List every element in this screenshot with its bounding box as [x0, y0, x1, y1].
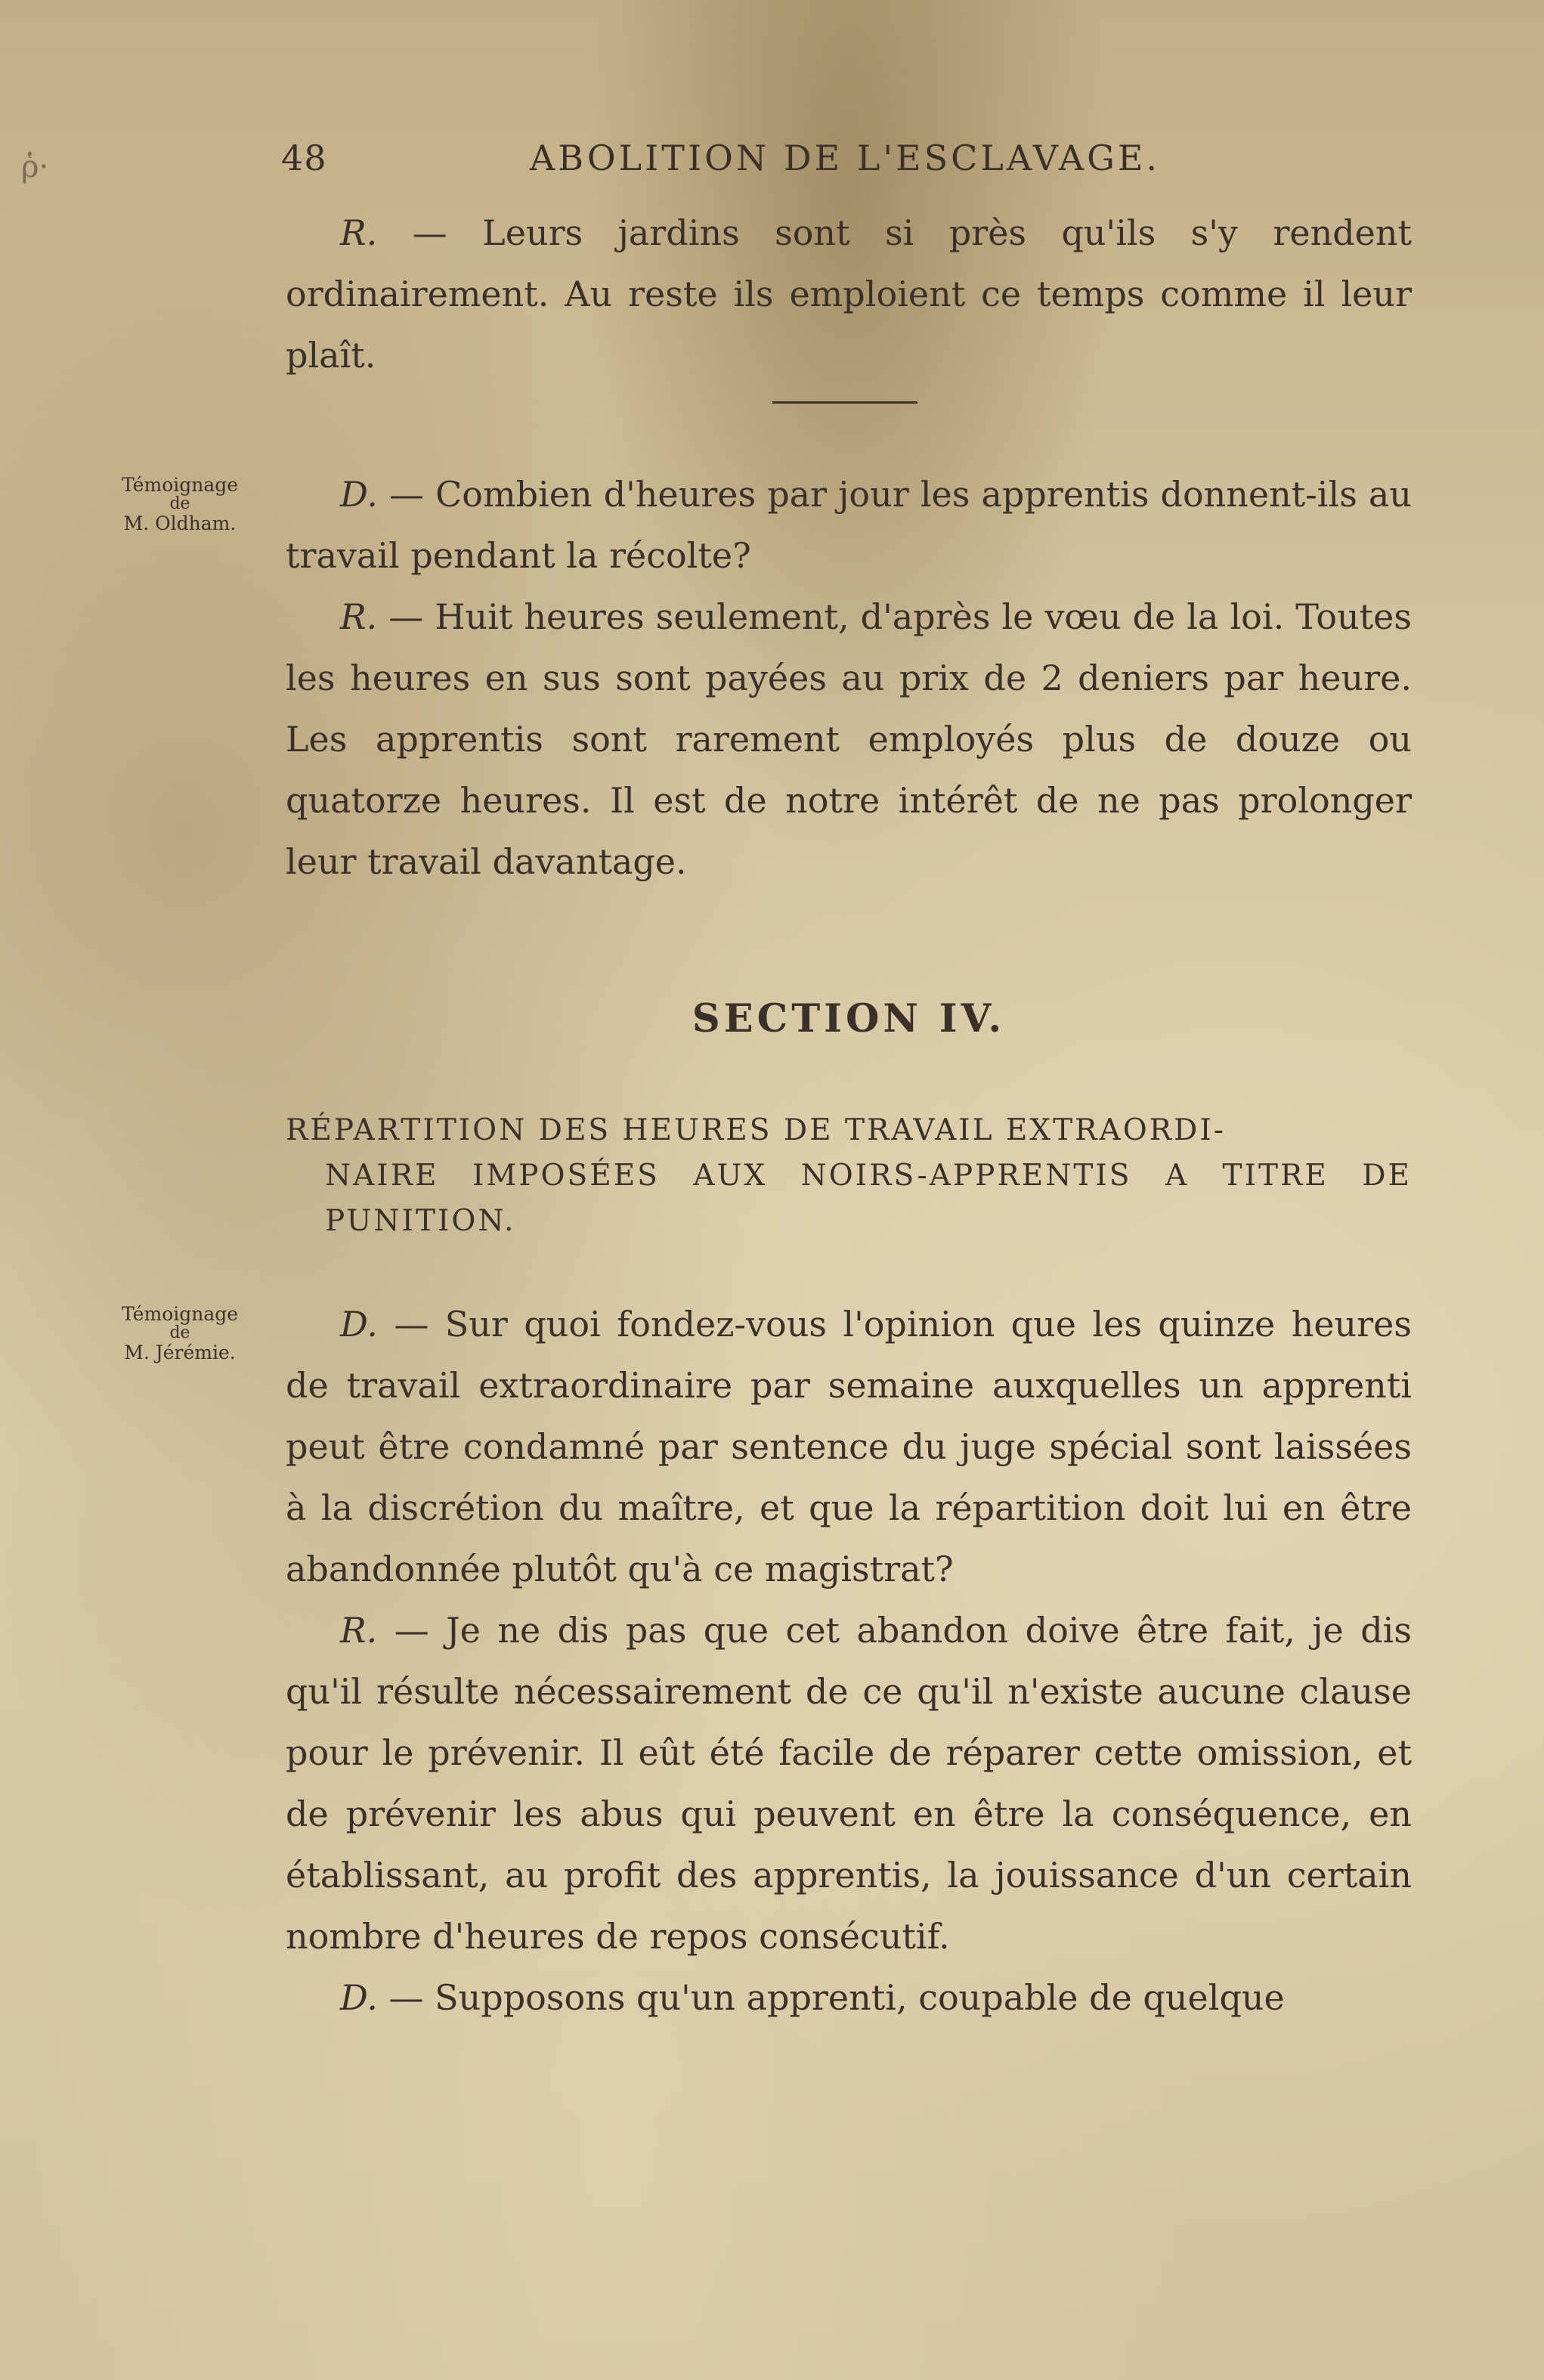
page-number: 48	[281, 138, 327, 178]
paragraph-text: — Leurs jardins sont si près qu'ils s'y rendent ordinairement. Au reste ils emploient ce temps comme il leur plaît.	[286, 212, 1412, 376]
paragraph-question-suppose	[286, 1967, 1412, 2029]
paragraph-answer-eight-hours	[286, 586, 1412, 893]
side-note-name: M. Jérémie.	[124, 1342, 236, 1363]
side-note-de: de	[169, 494, 190, 513]
side-note-jeremie	[97, 1302, 263, 1364]
paragraph-text: — Supposons qu'un apprenti, coupable de quelque	[377, 1977, 1285, 2018]
side-note-oldham	[97, 473, 263, 535]
side-note-name: M. Oldham.	[123, 512, 237, 534]
side-note-de: de	[169, 1323, 190, 1342]
section-heading: SECTION IV.	[692, 996, 1006, 1041]
paragraph-answer-gardens	[286, 203, 1412, 386]
paragraph-text: — Combien d'heures par jour les apprentis donnent-ils au travail pendant la récolte?	[286, 474, 1412, 576]
margin-ink-mark: ῥ·	[21, 150, 49, 184]
speaker-lead: R.	[340, 596, 378, 637]
section-subtitle-line-2: NAIRE IMPOSÉES AUX NOIRS-APPRENTIS A TITRE DE PUNITION.	[325, 1159, 1412, 1238]
section-subtitle	[286, 1108, 1412, 1244]
paragraph-answer-abandon	[286, 1600, 1412, 1967]
running-title: ABOLITION DE L'ESCLAVAGE.	[529, 138, 1161, 178]
speaker-lead: R.	[340, 1610, 378, 1651]
speaker-lead: R.	[340, 212, 378, 253]
speaker-lead: D.	[340, 1977, 378, 2018]
side-note-label: Témoignage	[121, 1303, 239, 1325]
section-subtitle-line-1: RÉPARTITION DES HEURES DE TRAVAIL EXTRAORDI-	[286, 1113, 1226, 1147]
speaker-lead: D.	[340, 474, 378, 515]
paragraph-text: — Sur quoi fondez-vous l'opinion que les quinze heures de travail extraordinaire par semaine auxquelles un apprenti peut être condamné par sentence du juge spécial sont laissées à la discrétion du maître, et que la répartition doit lui en être abandonnée plutôt qu'à ce magistrat?	[286, 1304, 1412, 1589]
page-header	[281, 138, 1409, 190]
speaker-lead: D.	[340, 1304, 378, 1345]
separator-rule	[772, 401, 917, 404]
side-note-label: Témoignage	[121, 474, 239, 496]
paragraph-question-fifteen-hours	[286, 1294, 1412, 1600]
paragraph-question-hours	[286, 464, 1412, 586]
paragraph-text: — Je ne dis pas que cet abandon doive être fait, je dis qu'il résulte nécessairement de ce qu'il n'existe aucune clause pour le prévenir. Il eût été facile de réparer cette omission, et de prévenir les abus qui peuvent en être la conséquence, en établissant, au profit des apprentis, la jouissance d'un certain nombre d'heures de repos consécutif.	[286, 1610, 1412, 1957]
paragraph-text: — Huit heures seulement, d'après le vœu de la loi. Toutes les heures en sus sont payées au prix de 2 deniers par heure. Les apprentis sont rarement employés plus de douze ou quatorze heures. Il est de notre intérêt de ne pas prolonger leur travail davantage.	[286, 596, 1412, 882]
